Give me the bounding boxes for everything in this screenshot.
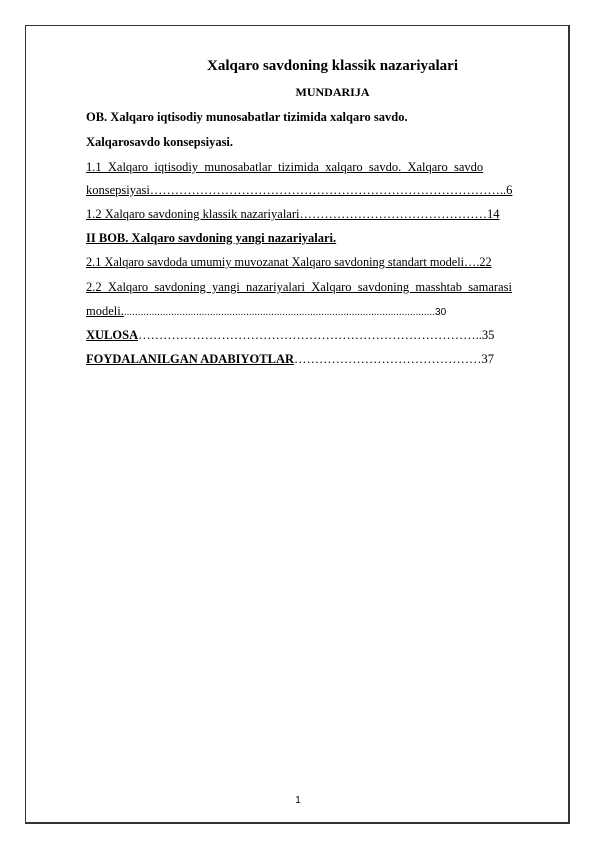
- page-number: 1: [295, 795, 301, 806]
- document-title: Xalqaro savdoning klassik nazariyalari: [206, 58, 459, 74]
- toc-conclusion-label[interactable]: XULOSA: [86, 328, 139, 342]
- toc-conclusion-leader: ………………………………………………………………………..35: [138, 328, 495, 342]
- toc-item-2-2-label[interactable]: modeli.: [86, 304, 124, 318]
- chapter-one-heading-line1: OB. Xalqaro iqtisodiy munosabatlar tizimida xalqaro savdo.: [86, 110, 408, 124]
- toc-item-1-1-line2[interactable]: konsepsiyasi…………………………………………………………………………..6: [86, 183, 513, 197]
- toc-references-label[interactable]: FOYDALANILGAN ADABIYOTLAR: [86, 352, 295, 366]
- toc-item-1-1-line1[interactable]: 1.1 Xalqaro iqtisodiy munosabatlar tizimida xalqaro savdo. Xalqaro savdo: [86, 160, 484, 174]
- toc-references[interactable]: [86, 352, 494, 367]
- toc-references-leader: ………………………………………37: [294, 352, 495, 366]
- contents-heading: MUNDARIJA: [295, 85, 370, 99]
- toc-item-2-2-line1[interactable]: 2.2 Xalqaro savdoning yangi nazariyalari Xalqaro savdoning masshtab samarasi: [86, 280, 512, 294]
- toc-item-2-2-line2[interactable]: [86, 304, 555, 320]
- toc-item-1-2[interactable]: 1.2 Xalqaro savdoning klassik nazariyalari………………………………………14: [86, 207, 500, 221]
- chapter-two-heading: II BOB. Xalqaro savdoning yangi nazariyalari.: [86, 231, 337, 245]
- toc-item-2-1[interactable]: 2.1 Xalqaro savdoda umumiy muvozanat Xalqaro savdoning standart modeli….22: [86, 255, 492, 269]
- chapter-one-heading-line2: Xalqarosavdo konsepsiyasi.: [86, 135, 234, 149]
- toc-item-2-2-leader: ................................................................................................................30: [123, 307, 447, 318]
- toc-conclusion[interactable]: [86, 328, 494, 343]
